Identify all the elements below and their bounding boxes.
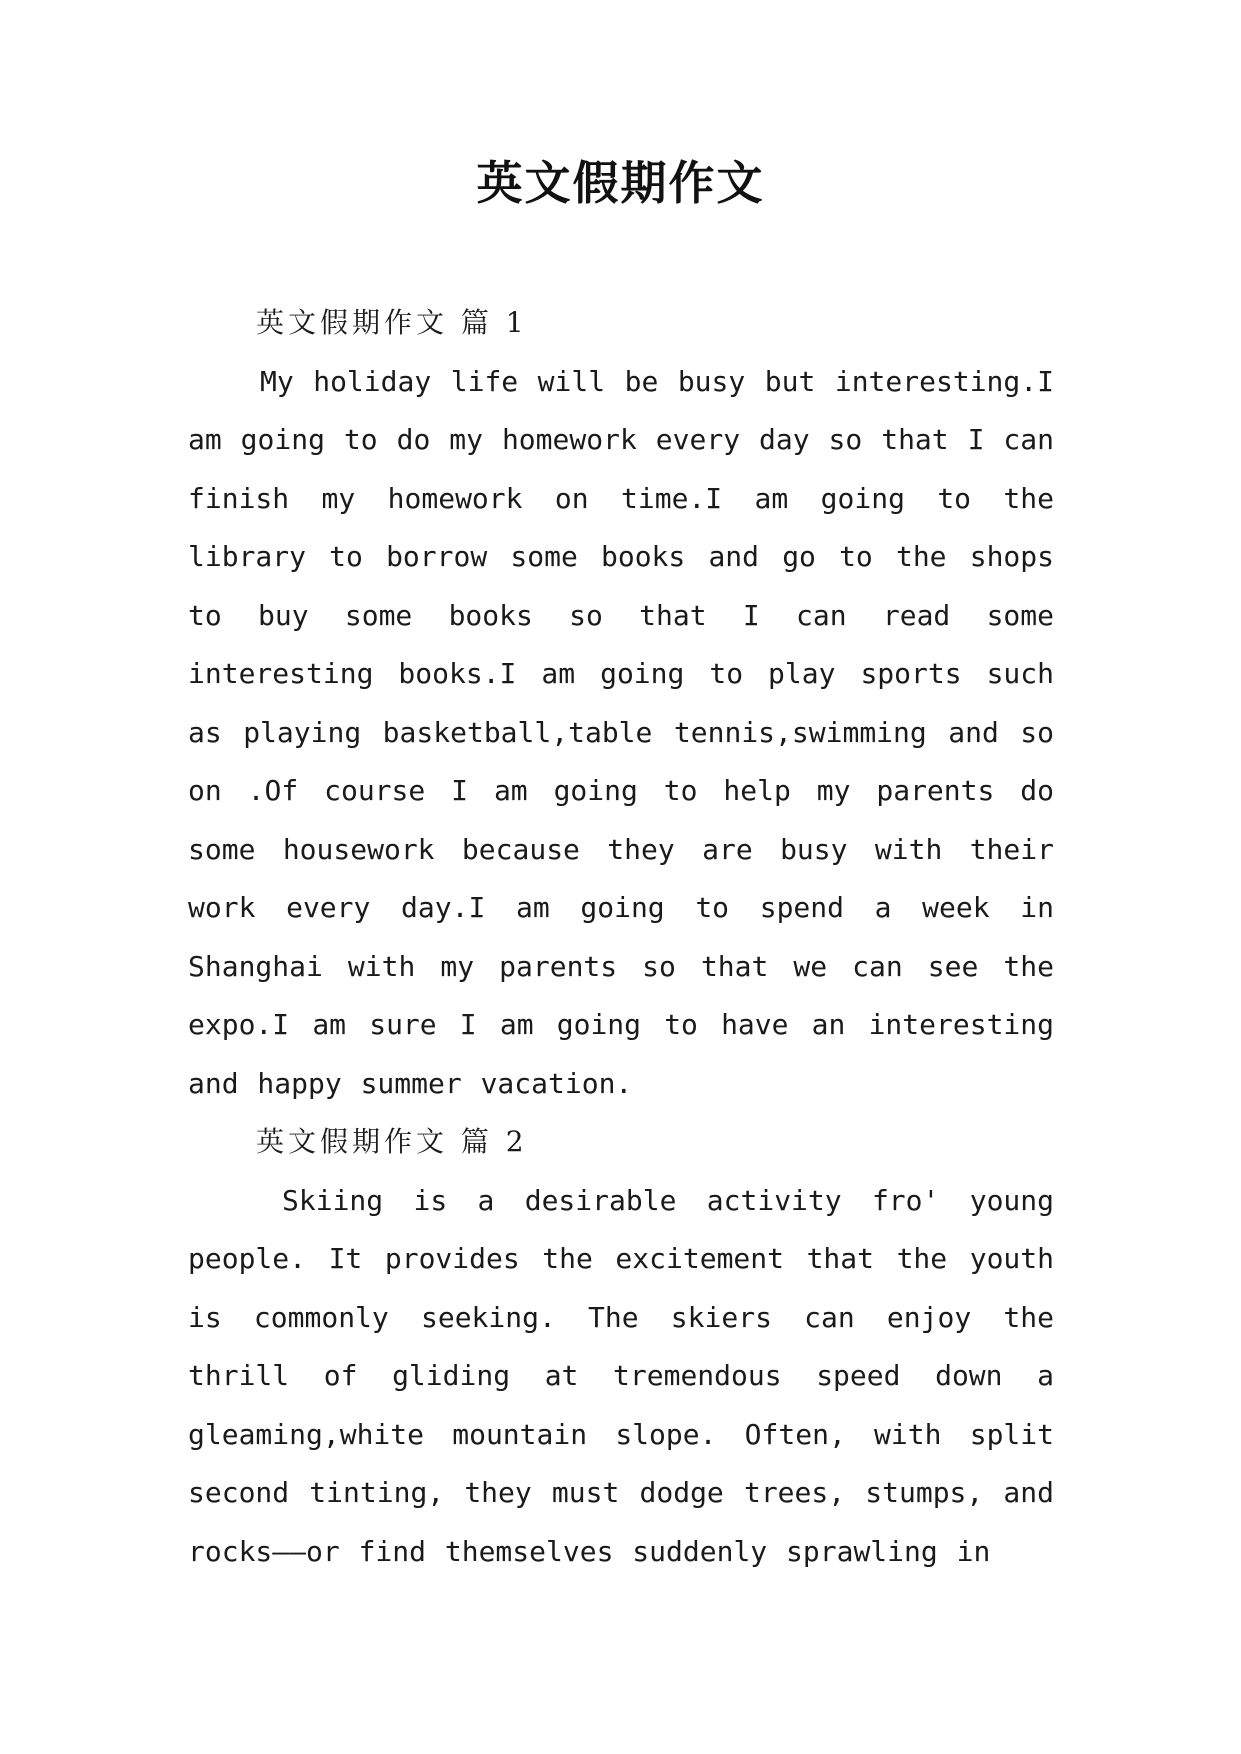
section-heading-2: 英文假期作文 篇 2	[256, 1125, 528, 1158]
document-body	[188, 294, 1054, 1568]
document-title: 英文假期作文	[476, 156, 765, 210]
section-paragraph-1: My holiday life will be busy but interesting.I am going to do my homework every day so that I can finish my homework on time.I am going to the library to borrow some books and go to the shops to buy some books so that I can read some interesting books.I am going to play sports such as playing basketball,table tennis,swimming and so on .Of course I am going to help my parents do some housework because they are busy with their work every day.I am going to spend a week in Shanghai with my parents so that we can see the expo.I am sure I am going to have an interesting and happy summer vacation.	[188, 364, 1054, 1100]
section-heading-1: 英文假期作文 篇 1	[256, 306, 528, 339]
section-paragraph-2: Skiing is a desirable activity fro' young people. It provides the excitement that the youth is commonly seeking. The skiers can enjoy the thrill of gliding at tremendous speed down a gleaming,white mountain slope. Often, with split second tinting, they must dodge trees, stumps, and rocks——or find themselves suddenly sprawling in	[188, 1183, 1054, 1568]
